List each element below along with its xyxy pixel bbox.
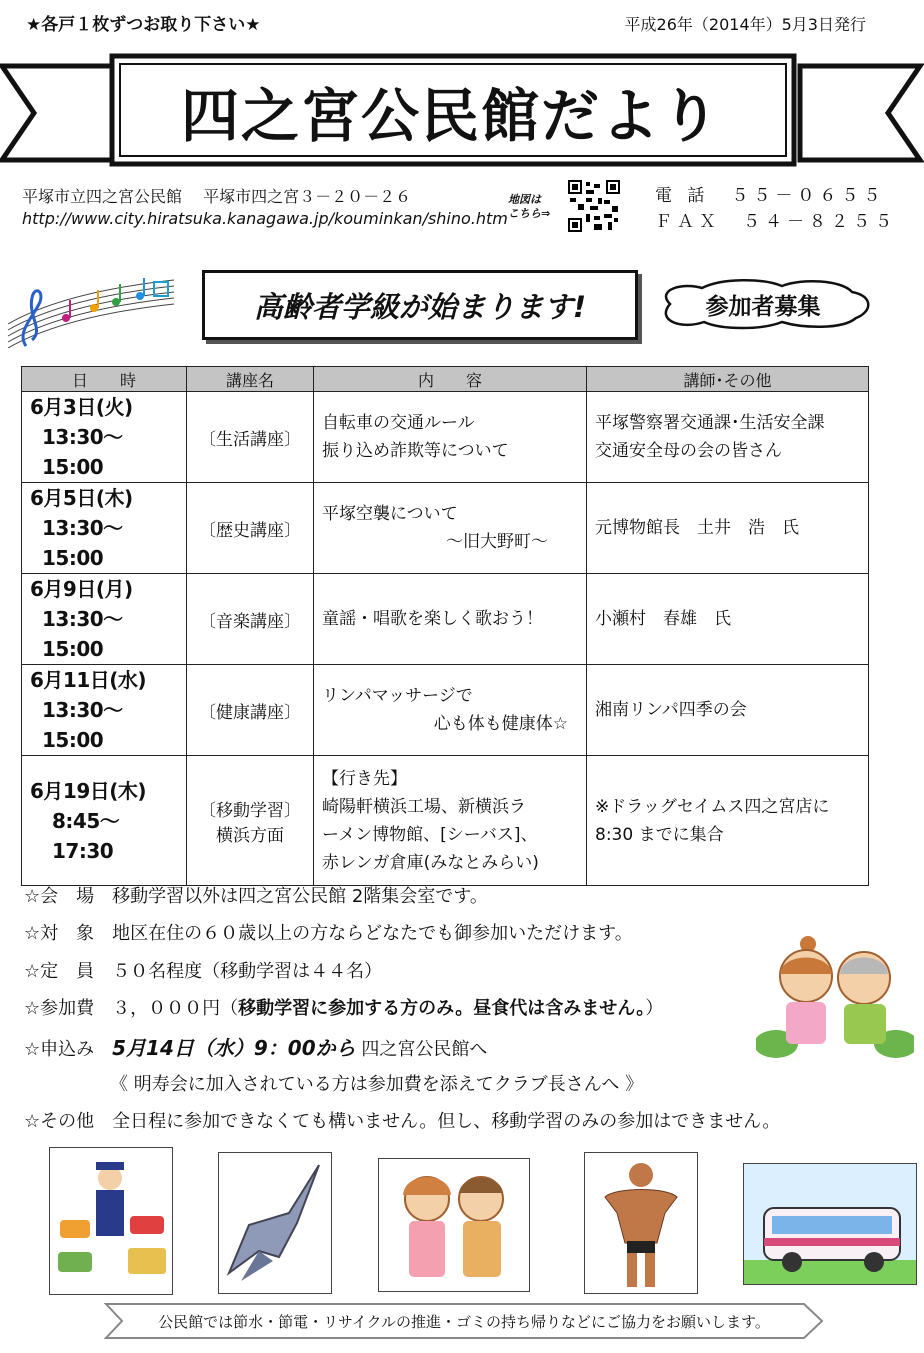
footer-banner — [104, 1302, 824, 1340]
table-row — [22, 574, 869, 665]
category-line: 〔移動学習〕 — [199, 800, 301, 821]
date-text: 6月3日(火) — [30, 395, 133, 419]
time-text: 13:30～15:00 — [42, 516, 123, 570]
date-cell — [22, 392, 187, 483]
time-text: 13:30～15:00 — [42, 425, 123, 479]
website-url[interactable]: http://www.city.hiratsuka.kanagawa.jp/kouminkan/shino.htm — [22, 209, 508, 228]
header-teacher: 講師･その他 — [587, 367, 869, 392]
date-text: 6月9日(月) — [30, 577, 133, 601]
teacher-line: 交通安全母の会の皆さん — [595, 441, 782, 461]
content-line: ～旧大野町～ — [446, 532, 548, 552]
content-line: リンパマッサージで — [322, 686, 473, 706]
content-line: ーメン博物館、[シーバス]、 — [322, 824, 538, 845]
content-line: 平塚空襲について — [322, 504, 458, 524]
category-cell: 〔歴史講座〕 — [187, 483, 314, 574]
content-line: 振り込め詐欺等について — [322, 441, 509, 461]
header-content: 内 容 — [314, 367, 587, 392]
content-cell — [314, 665, 587, 756]
recruit-badge — [652, 278, 874, 330]
fee-label: ☆参加費 ３，０００円（ — [24, 998, 239, 1019]
time-text: 8:45～17:30 — [52, 808, 120, 863]
header-course: 講座名 — [187, 367, 314, 392]
content-cell: 童謡・唱歌を楽しく歌おう！ — [314, 574, 587, 665]
time-text: 13:30～15:00 — [42, 698, 123, 752]
table-header-row — [22, 367, 869, 392]
table-row — [22, 665, 869, 756]
map-label — [508, 193, 550, 221]
teacher-line: 8:30 までに集合 — [595, 824, 724, 845]
time-text: 13:30～15:00 — [42, 607, 123, 661]
fee-note: 移動学習に参加する方のみ。昼食代は含みません。 — [238, 998, 646, 1019]
date-cell — [22, 665, 187, 756]
date-cell — [22, 756, 187, 886]
map-label-line2: こちら⇒ — [508, 207, 551, 220]
apply-info — [24, 1032, 487, 1061]
target-info: ☆対 象 地区在住の６０歳以上の方ならどなたでも御参加いただけます。 — [24, 923, 633, 944]
singing-children-icon — [378, 1158, 530, 1292]
qr-code-icon[interactable] — [568, 180, 620, 232]
content-cell — [314, 483, 587, 574]
teacher-cell: 湘南リンパ四季の会 — [587, 665, 869, 756]
traffic-officer-icon — [49, 1147, 173, 1295]
fee-close: ） — [645, 998, 664, 1019]
address-line: 平塚市立四之宮公民館 平塚市四之宮３－２０－２６ — [22, 187, 412, 206]
date-text: 6月19日(木) — [30, 778, 147, 803]
club-note: 《 明寿会に加入されている方は参加費を添えてクラブ長さんへ 》 — [110, 1074, 644, 1095]
teacher-cell — [587, 756, 869, 886]
teacher-cell: 小瀬村 春雄 氏 — [587, 574, 869, 665]
distribution-notice: ★各戸１枚ずつお取り下さい★ — [26, 15, 261, 35]
category-cell: 〔生活講座〕 — [187, 392, 314, 483]
date-text: 6月5日(木) — [30, 486, 133, 510]
content-cell — [314, 756, 587, 886]
category-line: 横浜方面 — [216, 825, 284, 846]
contact-numbers — [655, 183, 897, 235]
bus-icon — [743, 1163, 917, 1285]
footer-message: 公民館では節水・節電・リサイクルの推進・ゴミの持ち帰りなどにご協力をお願いします。 — [158, 1312, 770, 1331]
newsletter-title: 四之宮公民館だより — [180, 82, 721, 150]
header-datetime: 日 時 — [22, 367, 187, 392]
teacher-line: 平塚警察署交通課･生活安全課 — [595, 413, 825, 433]
content-line: 自転車の交通ルール — [322, 413, 475, 433]
schedule-table — [21, 366, 869, 886]
map-label-line1: 地図は — [508, 193, 541, 206]
event-headline: 高齢者学級が始まります! — [202, 270, 638, 340]
table-row — [22, 392, 869, 483]
other-info: ☆その他 全日程に参加できなくても構いません。但し、移動学習のみの参加はできません。 — [24, 1111, 781, 1132]
table-row — [22, 483, 869, 574]
date-cell — [22, 483, 187, 574]
capacity-info: ☆定 員 ５０名程度（移動学習は４４名） — [24, 961, 383, 982]
teacher-line: ※ドラッグセイムス四之宮店に — [595, 796, 830, 817]
venue-info: ☆会 場 移動学習以外は四之宮公民館 2階集会室です。 — [24, 886, 488, 907]
fax-number: ＦＡＸ ５４－８２５５ — [655, 212, 897, 232]
content-line: 崎陽軒横浜工場、新横浜ラ — [322, 796, 526, 817]
content-cell — [314, 392, 587, 483]
issue-date: 平成26年（2014年）5月3日発行 — [624, 15, 866, 34]
phone-number: 電 話 ５５－０６５５ — [655, 186, 886, 206]
content-line: 赤レンガ倉庫(みなとみらい) — [322, 852, 539, 873]
content-line: 【行き先】 — [322, 768, 407, 789]
elderly-couple-icon — [756, 934, 914, 1058]
apply-date: 5月14日（水）9：00から — [112, 1036, 356, 1060]
music-notes-icon — [4, 272, 180, 348]
category-cell — [187, 756, 314, 886]
category-cell: 〔音楽講座〕 — [187, 574, 314, 665]
recruit-label: 参加者募集 — [705, 293, 821, 320]
date-text: 6月11日(水) — [30, 668, 147, 692]
teacher-cell: 元博物館長 土井 浩 氏 — [587, 483, 869, 574]
date-cell — [22, 574, 187, 665]
teacher-cell — [587, 392, 869, 483]
content-line: 心も体も健康体☆ — [433, 714, 568, 734]
fee-info — [24, 994, 663, 1020]
bodybuilder-icon — [584, 1152, 698, 1294]
table-row — [22, 756, 869, 886]
category-cell: 〔健康講座〕 — [187, 665, 314, 756]
fighter-jet-icon — [218, 1152, 332, 1294]
apply-place: 四之宮公民館へ — [355, 1039, 488, 1060]
apply-label: ☆申込み — [24, 1039, 113, 1060]
